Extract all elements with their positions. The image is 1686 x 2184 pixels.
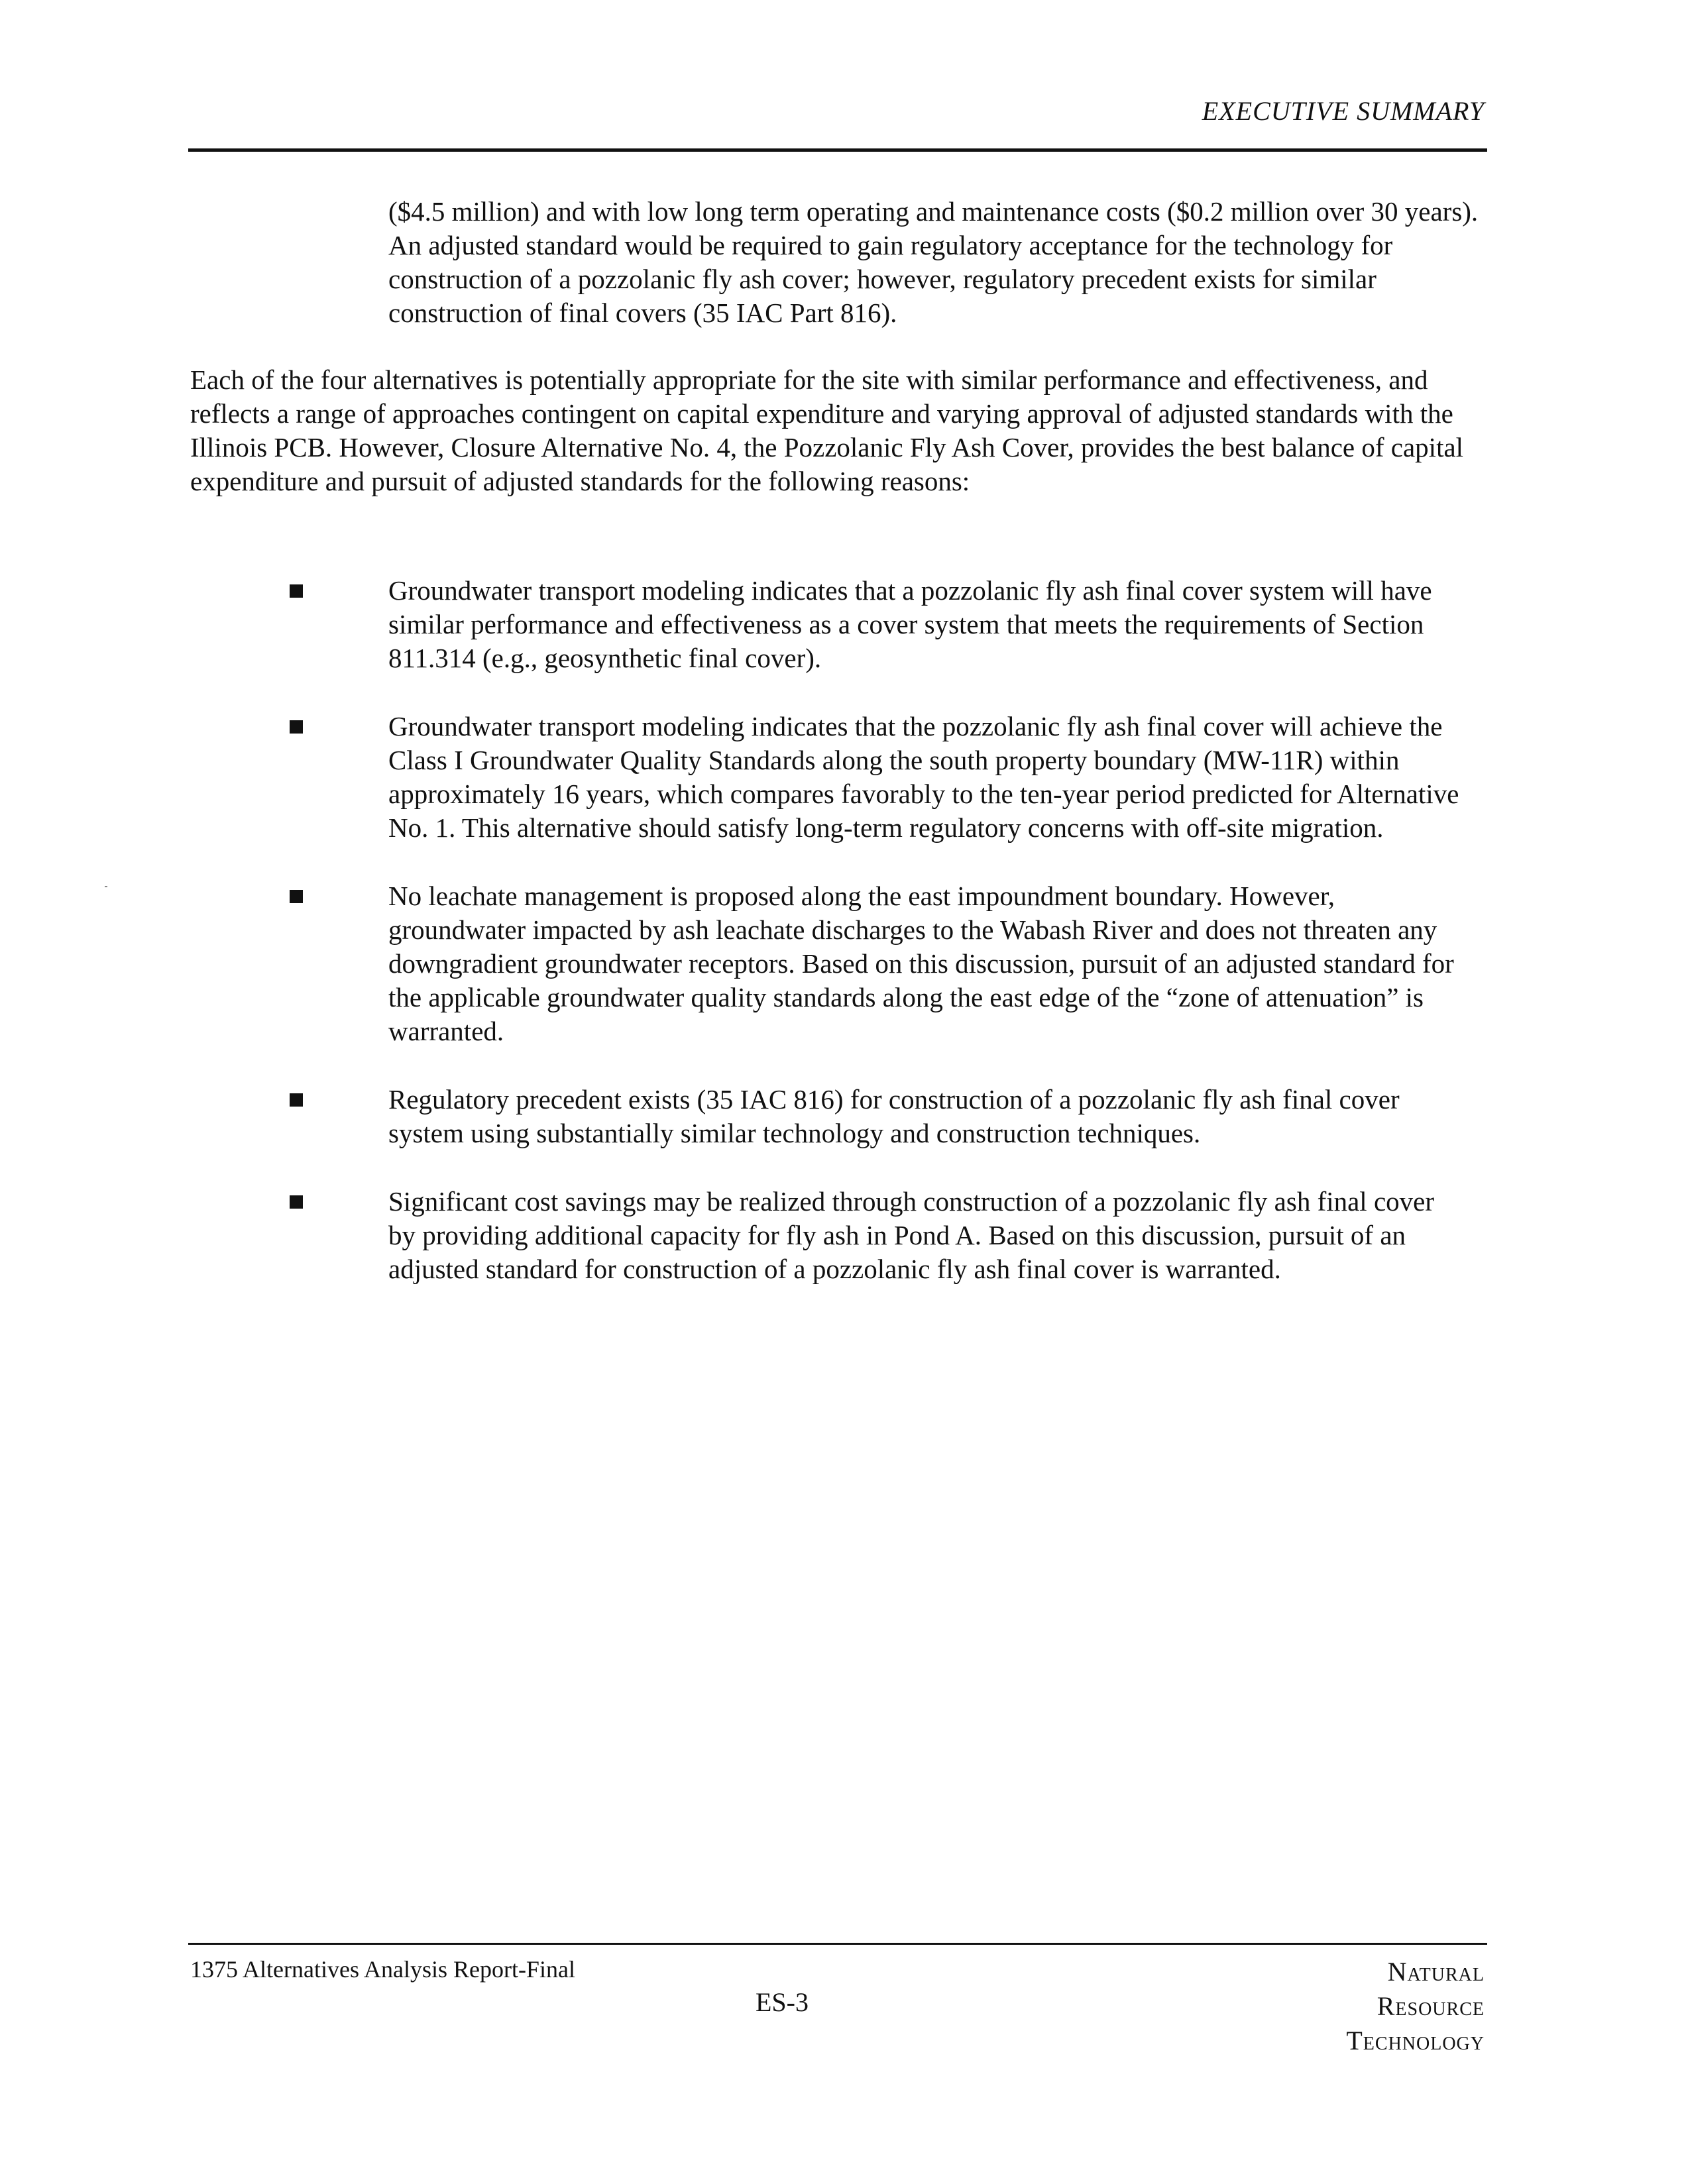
list-item-text: No leachate management is proposed along the east impoundment boundary. However, groundwater impacted by ash leachate discharges to the Wabash River and does not threaten any downgradient groundwater receptors. Based on this discussion, pursuit of an adjusted standard for the applicable groundwater quality standards along the east edge of the “zone of attenuation” is warranted. [388, 881, 1454, 1046]
page-number: ES-3 [756, 1987, 809, 2017]
list-item-text: Groundwater transport modeling indicates that the pozzolanic fly ash final cover will achieve the Class I Groundwater Quality Standards along the south property boundary (MW-11R) within approximately 16 years, which compares favorably to the ten-year period predicted for Alternative No. 1. This alternative should satisfy long-term regulatory concerns with off-site migration. [388, 711, 1459, 843]
continued-paragraph: ($4.5 million) and with low long term operating and maintenance costs ($0.2 million over 30 years). An adjusted standard would be required to gain regulatory acceptance for the technology for construction of a pozzolanic fly ash cover; however, regulatory precedent exists for similar construction of final covers (35 IAC Part 816). [388, 196, 1479, 328]
square-bullet-icon [290, 1093, 303, 1107]
summary-paragraph: Each of the four alternatives is potentially appropriate for the site with similar performance and effectiveness, and reflects a range of approaches contingent on capital expenditure and varying approval of adjusted standards with the Illinois PCB. However, Closure Alternative No. 4, the Pozzolanic Fly Ash Cover, provides the best balance of capital expenditure and pursuit of adjusted standards for the following reasons: [190, 364, 1464, 496]
company-name-line: Natural [1387, 1957, 1485, 1987]
company-name [1346, 1955, 1485, 2058]
list-item [0, 574, 1686, 675]
reasons-list [0, 574, 1686, 1321]
list-item-text: Regulatory precedent exists (35 IAC 816) for construction of a pozzolanic fly ash final cover system using substantially similar technology and construction techniques. [388, 1084, 1400, 1148]
header-rule [188, 148, 1487, 152]
list-item [0, 1083, 1686, 1150]
list-item [0, 710, 1686, 845]
square-bullet-icon [290, 720, 303, 734]
square-bullet-icon [290, 584, 303, 598]
list-item-text: Groundwater transport modeling indicates that a pozzolanic fly ash final cover system will have similar performance and effectiveness as a cover system that meets the requirements of Section 811.314 (e.g., geosynthetic final cover). [388, 575, 1432, 673]
company-name-line: Technology [1346, 2026, 1485, 2055]
list-item-text: Significant cost savings may be realized through construction of a pozzolanic fly ash final cover by providing additional capacity for fly ash in Pond A. Based on this discussion, pursuit of an adjusted standard for construction of a pozzolanic fly ash final cover is warranted. [388, 1186, 1434, 1284]
section-header-title: EXECUTIVE SUMMARY [1202, 96, 1485, 126]
square-bullet-icon [290, 890, 303, 903]
list-item [0, 879, 1686, 1048]
company-name-line: Resource [1377, 1991, 1485, 2021]
footer-rule [188, 1943, 1487, 1945]
list-item [0, 1185, 1686, 1286]
footer-report-name: 1375 Alternatives Analysis Report-Final [190, 1956, 575, 1983]
square-bullet-icon [290, 1195, 303, 1209]
scan-artifact [105, 886, 107, 887]
